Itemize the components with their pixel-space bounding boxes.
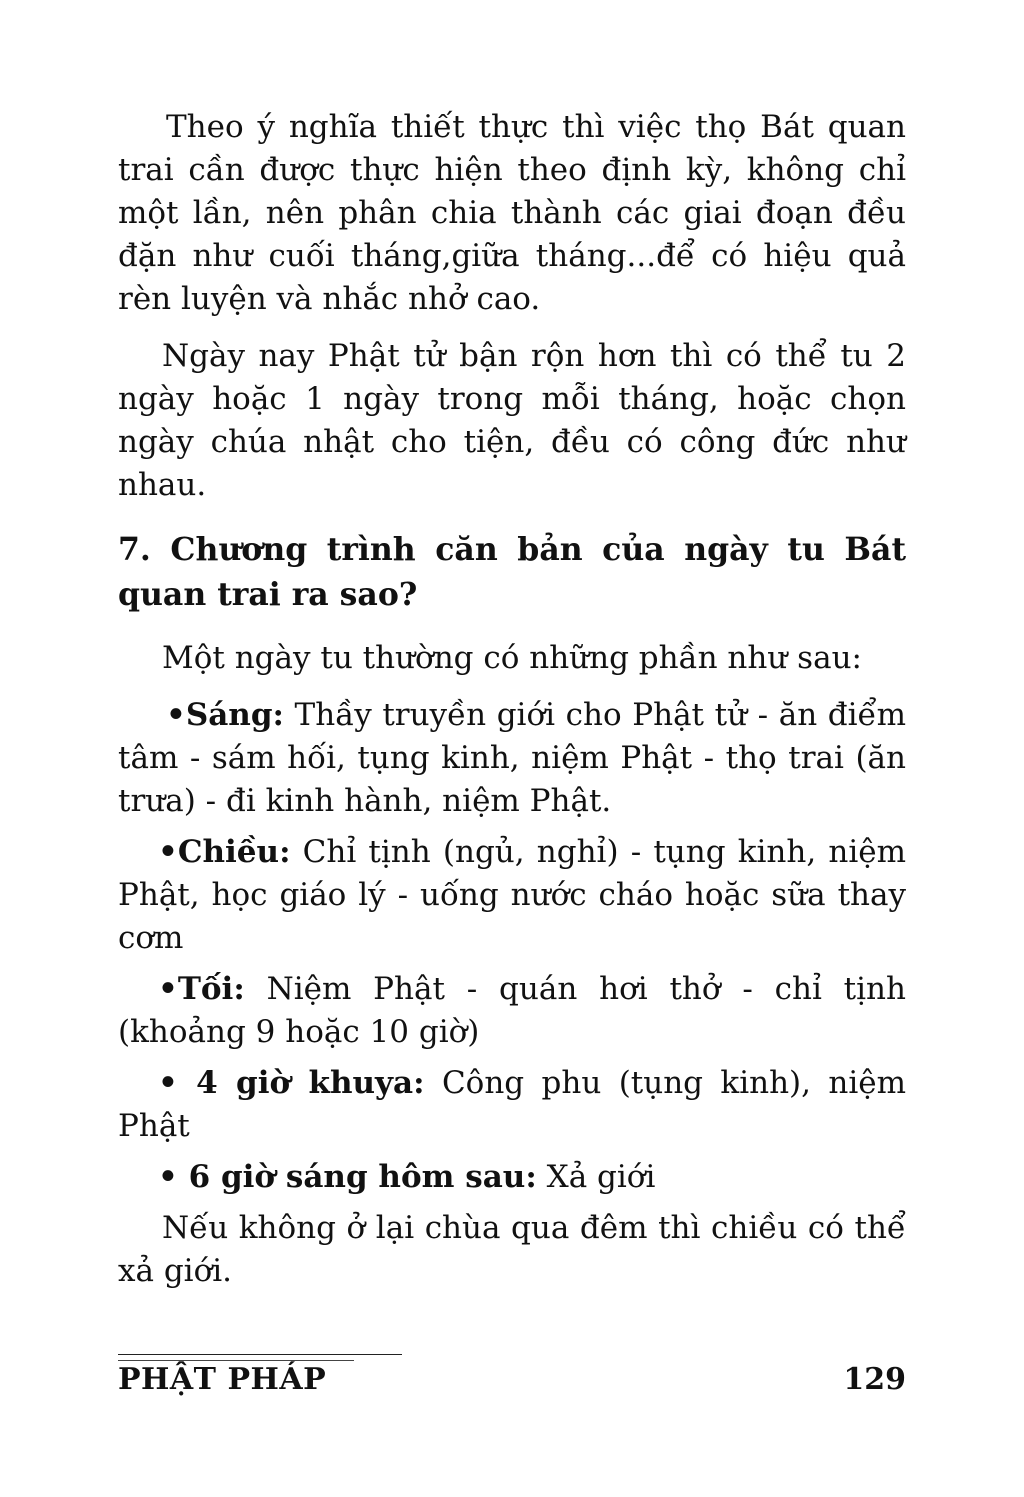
bullet-label: •Chiều: [158,834,291,870]
page-body [118,106,906,1307]
intro-paragraph: Một ngày tu thường có những phần như sau: [162,640,862,676]
bullet-label: •Tối: [158,971,245,1007]
bullet-evening [118,968,906,1054]
footer-divider [118,1354,402,1355]
paragraph-1: Theo ý nghĩa thiết thực thì việc thọ Bát quan trai cần được thực hiện theo định kỳ, không chỉ một lần, nên phân chia thành các giai đoạn đều đặn như cuối tháng,giữa tháng...để có hiệu quả rèn luyện và nhắc nhở cao. [118,109,906,317]
bullet-text: Thầy truyền giới cho Phật tử - ăn điểm tâm - sám hối, tụng kinh, niệm Phật - thọ trai (ăn trưa) - đi kinh hành, niệm Phật. [118,697,906,819]
bullet-morning [118,694,906,823]
closing-paragraph: Nếu không ở lại chùa qua đêm thì chiều có thể xả giới. [118,1210,906,1289]
bullet-label: • 6 giờ sáng hôm sau: [158,1159,537,1195]
bullet-text: Xả giới [536,1159,656,1195]
footer-book-title: PHẬT PHÁP [118,1362,327,1397]
bullet-6am [118,1156,906,1199]
bullet-label: • 4 giờ khuya: [158,1065,425,1101]
footer-divider-inner [118,1360,354,1361]
bullet-label: •Sáng: [166,697,284,733]
bullet-4am [118,1062,906,1148]
page-number: 129 [843,1362,906,1397]
bullet-text: Chỉ tịnh (ngủ, nghỉ) - tụng kinh, niệm Phật, học giáo lý - uống nước cháo hoặc sữa thay cơm [118,834,906,956]
bullet-text: Công phu (tụng kinh), niệm Phật [118,1065,906,1144]
section-heading: 7. Chương trình căn bản của ngày tu Bát quan trai ra sao? [118,531,906,613]
bullet-text: Niệm Phật - quán hơi thở - chỉ tịnh (khoảng 9 hoặc 10 giờ) [118,971,906,1050]
bullet-afternoon [118,831,906,960]
paragraph-2: Ngày nay Phật tử bận rộn hơn thì có thể tu 2 ngày hoặc 1 ngày trong mỗi tháng, hoặc chọn ngày chúa nhật cho tiện, đều có công đức như nhau. [118,338,906,503]
